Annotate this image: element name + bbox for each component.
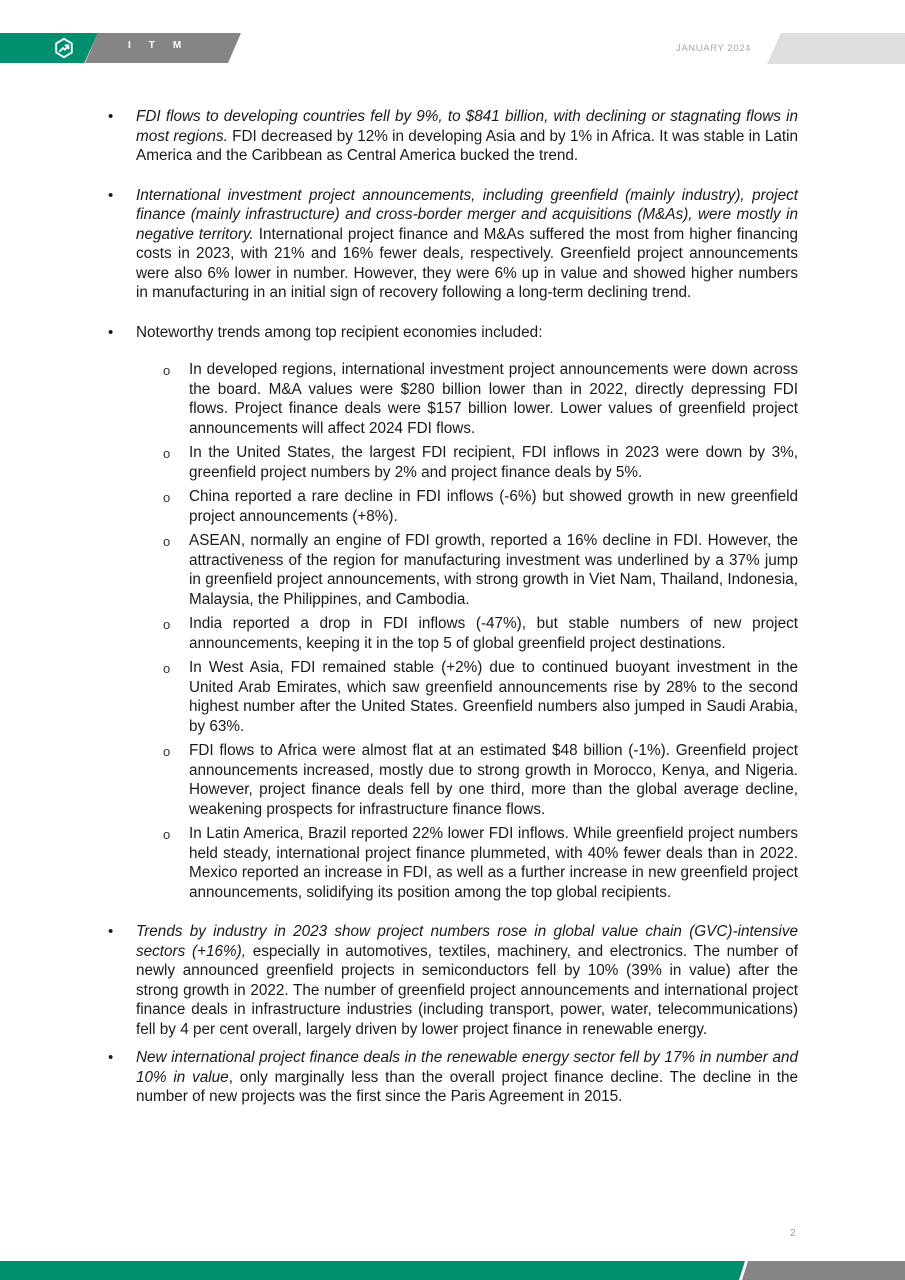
sub-item-africa (0, 741, 905, 819)
sub-item-asean (0, 531, 905, 609)
bullet-project-announcements (0, 186, 905, 303)
page-number: 2 (790, 1228, 796, 1239)
brand-name (128, 40, 182, 56)
footer-gray-band (740, 1261, 905, 1280)
recipient-sub-list (0, 360, 905, 902)
sub-item-text: In West Asia, FDI remained stable (+2%) due to continued buoyant investment in the United Arab Emirates, which saw greenfield announcements rise by 28% to the second highest number after the United States. Greenfield numbers also jumped in Saudi Arabia, by 63%. (189, 659, 798, 735)
bullet-text: International project finance and M&As suffered the most from higher financing costs in 2023, with 21% and 16% fewer deals, respectively. Greenfield project announcements were also 6% lower in number. However, they were 6% up in value and showed higher numbers in manufacturing in an initial sign of recovery following a long-term declining trend. (136, 225, 799, 301)
bullet-top-recipients (0, 323, 905, 343)
trend-up-hexagon-icon (53, 37, 75, 59)
sub-bullet-marker: o (163, 661, 171, 676)
sub-bullet-marker: o (163, 363, 171, 378)
sub-item-text: In developed regions, international investment project announcements were down across the board. M&A values were $280 billion lower than in 2022, directly depressing FDI flows. Project finance deals were $157 billion lower. Lower values of greenfield project announcements will affect 2024 FDI flows. (189, 361, 798, 437)
bullet-renewable-energy (0, 1048, 905, 1107)
footer-green-band (0, 1261, 745, 1280)
bullet-lead: International investment project announcements, including greenfield (mainly industry), project finance (mainly infrastructure) and cross-border merger and acquisitions (M&As), were mostly in negative territory. (136, 186, 798, 243)
sub-item-united-states (0, 443, 905, 482)
bullet-marker: • (108, 186, 114, 204)
bullet-marker: • (108, 923, 114, 940)
bullet-text: Noteworthy trends among top recipient economies included: (136, 323, 543, 341)
header-green-band (0, 33, 98, 63)
sub-bullet-marker: o (163, 827, 171, 842)
sub-item-china (0, 487, 905, 526)
sub-item-latin-america (0, 824, 905, 902)
bullet-lead: FDI flows to developing countries fell by 9%, to $841 billion, with declining or stagnating flows in most regions. (136, 108, 798, 145)
document-body (0, 107, 905, 1127)
bullet-marker: • (108, 1049, 114, 1066)
bullet-marker: • (108, 108, 114, 125)
header-date: JANUARY 2024 (676, 43, 751, 54)
sub-item-text: FDI flows to Africa were almost flat at an estimated $48 billion (-1%). Greenfield project announcements increased, mostly due to strong growth in Morocco, Kenya, and Nigeria. However, project finance deals fell by one third, more than the global average decline, weakening prospects for infrastructure finance flows. (189, 742, 798, 818)
sub-bullet-marker: o (163, 490, 171, 505)
sub-item-text: ASEAN, normally an engine of FDI growth, reported a 16% decline in FDI. However, the attractiveness of the region for manufacturing investment was underlined by a 37% jump in greenfield project announcements, with strong growth in Viet Nam, Thailand, Indonesia, Malaysia, the Philippines, and Cambodia. (189, 532, 798, 608)
sub-bullet-marker: o (163, 744, 171, 759)
header-light-band (767, 33, 905, 64)
sub-item-west-asia (0, 658, 905, 736)
bullet-developing-countries (0, 107, 905, 166)
sub-item-text: India reported a drop in FDI inflows (-47%), but stable numbers of new project announcements, keeping it in the top 5 of global greenfield project destinations. (189, 615, 798, 652)
bullet-text: especially in automotives, textiles, machinery, and electronics. The number of newly announced greenfield projects in semiconductors fell by 10% (39% in value) after the strong growth in 2022. The number of greenfield project announcements and international project finance deals in infrastructure industries (including transport, power, water, telecommunications) fell by 4 per cent overall, largely driven by lower project finance in renewable energy. (136, 942, 798, 1038)
sub-bullet-marker: o (163, 617, 171, 632)
sub-item-text: China reported a rare decline in FDI inflows (-6%) but showed growth in new greenfield project announcements (+8%). (189, 488, 798, 525)
sub-bullet-marker: o (163, 534, 171, 549)
brand-letter: I (128, 40, 132, 51)
bullet-lead: Trends by industry in 2023 show project numbers rose in global value chain (GVC)-intensive sectors (+16%), (136, 923, 798, 960)
bullet-text: , only marginally less than the overall project finance decline. The decline in the number of new projects was the first since the Paris Agreement in 2015. (136, 1068, 799, 1105)
sub-item-india (0, 614, 905, 653)
brand-letter: M (172, 40, 183, 51)
sub-item-text: In the United States, the largest FDI recipient, FDI inflows in 2023 were down by 3%, greenfield project numbers by 2% and project finance deals by 5%. (189, 444, 798, 481)
brand-letter: T (148, 40, 156, 51)
bullet-text: FDI decreased by 12% in developing Asia and by 1% in Africa. It was stable in Latin America and the Caribbean as Central America bucked the trend. (136, 127, 798, 164)
sub-item-developed-regions (0, 360, 905, 438)
sub-bullet-marker: o (163, 446, 171, 461)
bullet-industry-trends (0, 922, 905, 1039)
bullet-marker: • (108, 323, 114, 341)
bullet-lead: New international project finance deals in the renewable energy sector fell by 17% in number and 10% in value (136, 1049, 798, 1086)
sub-item-text: In Latin America, Brazil reported 22% lower FDI inflows. While greenfield project numbers held steady, international project finance plummeted, with 40% fewer deals than in 2022. Mexico reported an increase in FDI, as well as a further increase in new greenfield project announcements, solidifying its position among the top global recipients. (189, 825, 798, 901)
